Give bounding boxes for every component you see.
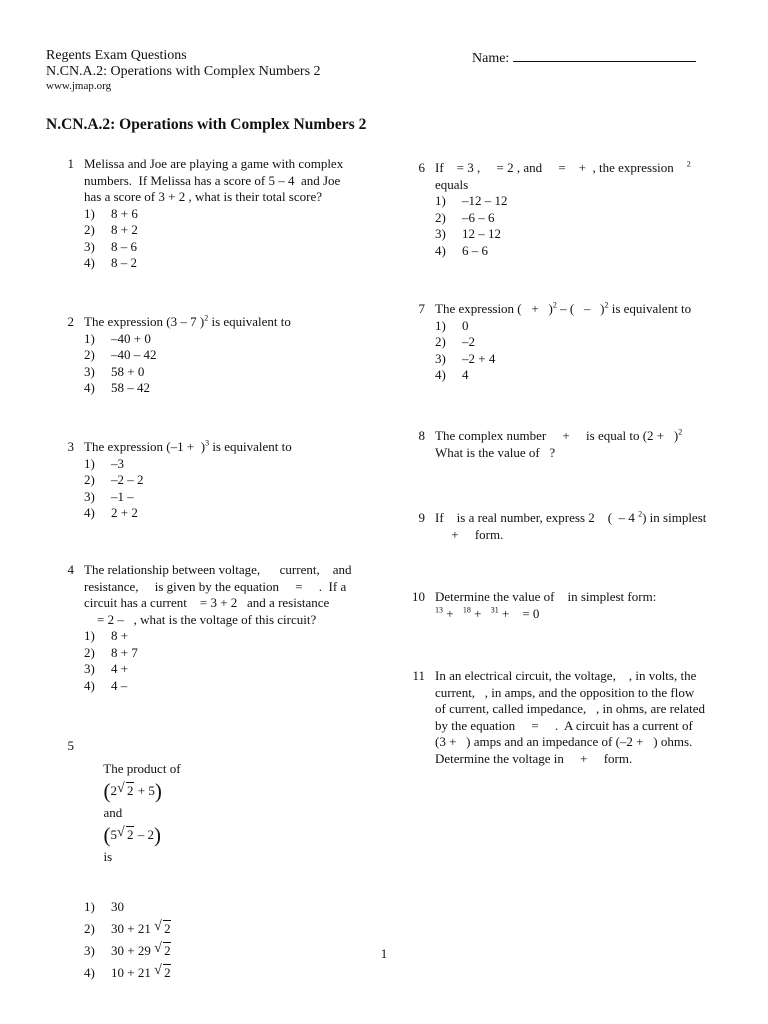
- choice-text: –40 + 0: [111, 330, 151, 346]
- stem-text: + = 0: [498, 605, 540, 621]
- choice-label: 1): [84, 330, 95, 346]
- choice-label: 3): [84, 363, 95, 379]
- question-stem-line: (3 + ) amps and an impedance of (–2 + ) ohms.: [435, 734, 693, 749]
- question-stem-line: by the equation = . A circuit has a current of: [435, 717, 693, 733]
- choice-label: 2): [84, 644, 95, 660]
- answer-choice: [435, 193, 691, 210]
- exponent: 31: [490, 605, 499, 615]
- stem-text: The expression (–1 + ): [84, 439, 206, 454]
- exponent: 2: [552, 300, 557, 310]
- exponent: 3: [205, 438, 210, 448]
- stem-text: – ( – ): [556, 301, 605, 316]
- answer-choice: [84, 222, 343, 239]
- factor-coef: 5: [110, 827, 117, 842]
- choice-label: 4): [84, 380, 95, 395]
- choice-text: 8 +: [111, 628, 129, 643]
- answer-choice: [435, 210, 691, 227]
- question-stem-line: In an electrical circuit, the voltage, , in volts, the: [435, 668, 697, 683]
- answer-choice: [84, 628, 352, 645]
- question-2: [46, 314, 291, 397]
- page-title: N.CN.A.2: Operations with Complex Numbers 2: [46, 116, 367, 133]
- choice-text: 30 + 29: [111, 943, 151, 958]
- question-4: [46, 562, 352, 694]
- choice-text: –1 –: [111, 488, 134, 504]
- question-number: 11: [412, 668, 425, 683]
- question-11: [397, 668, 705, 767]
- choice-text: 10 + 21: [111, 965, 151, 980]
- exponent: 2: [204, 313, 209, 323]
- paren-close: ): [154, 823, 161, 847]
- choice-text: 8 + 7: [111, 644, 138, 660]
- choice-text: 12 – 12: [462, 226, 501, 241]
- stem-text: is equivalent to: [209, 439, 292, 454]
- question-stem-line: [435, 606, 656, 623]
- choice-label: 4): [84, 505, 95, 520]
- radical-sign-icon: √: [117, 825, 125, 840]
- radicand: 2: [164, 943, 171, 958]
- answer-choice: [84, 364, 291, 381]
- header-line-2: N.CN.A.2: Operations with Complex Numbers 2: [46, 64, 321, 79]
- choice-label: 4): [84, 255, 95, 270]
- choice-label: 2): [84, 472, 95, 487]
- question-number: 4: [67, 562, 74, 577]
- exponent: 18: [462, 605, 471, 615]
- question-number: 3: [67, 439, 74, 454]
- answer-choice: [84, 505, 292, 522]
- paren-open: (: [103, 823, 111, 847]
- question-number: 6: [418, 160, 425, 175]
- radicand: 2: [127, 827, 134, 842]
- question-stem-line: [84, 314, 291, 331]
- stem-text: The expression (3 – 7 ): [84, 314, 205, 329]
- choice-text: 58 – 42: [111, 380, 150, 395]
- header: [46, 48, 321, 93]
- choice-text: –2 – 2: [111, 472, 144, 487]
- question-stem-line: Determine the voltage in + form.: [435, 750, 633, 766]
- choice-label: 4): [435, 242, 446, 258]
- answer-choice: [84, 896, 181, 918]
- question-stem-line: [435, 510, 706, 527]
- stem-text: The expression ( + ): [435, 301, 553, 316]
- choice-text: –12 – 12: [462, 193, 508, 208]
- choice-text: –2 + 4: [462, 350, 496, 366]
- choice-text: –2: [462, 334, 475, 349]
- answer-choice: [84, 661, 352, 678]
- question-9: [397, 510, 706, 543]
- choice-text: 4 +: [111, 661, 129, 676]
- question-number: 7: [418, 301, 425, 316]
- question-number: 5: [67, 738, 74, 753]
- choice-label: 2): [84, 222, 95, 237]
- answer-choice: [84, 380, 291, 397]
- choice-text: 58 + 0: [111, 363, 145, 379]
- choice-text: –3: [111, 455, 124, 471]
- choice-text: 8 – 6: [111, 238, 137, 254]
- answer-choice: [84, 331, 291, 348]
- question-stem-line: resistance, is given by the equation = . If a: [84, 578, 347, 594]
- choice-label: 2): [84, 921, 95, 936]
- radical-sign-icon: √: [154, 941, 162, 956]
- question-stem-line: of current, called impedance, , in ohms, are related: [435, 701, 705, 716]
- question-stem-line: [84, 736, 181, 890]
- choice-label: 1): [435, 317, 446, 333]
- question-stem-line: numbers. If Melissa has a score of 5 – 4 and Joe: [84, 172, 341, 188]
- factor-term: – 2: [137, 827, 154, 842]
- choice-text: 30 + 21: [111, 921, 151, 936]
- question-number: 1: [67, 156, 74, 171]
- question-1: [46, 156, 343, 272]
- choice-text: 4: [462, 367, 469, 382]
- answer-choice: [84, 239, 343, 256]
- stem-text: The complex number + is equal to (2 + ): [435, 428, 679, 443]
- question-stem-line: [84, 439, 292, 456]
- choice-label: 1): [84, 205, 95, 221]
- question-stem-line: [435, 160, 691, 177]
- question-7: [397, 301, 691, 384]
- radical-sign-icon: √: [154, 963, 162, 978]
- choice-label: 3): [84, 488, 95, 504]
- choice-label: 4): [435, 367, 446, 382]
- exponent: 2: [678, 427, 683, 437]
- question-stem-line: has a score of 3 + 2 , what is their total score?: [84, 189, 323, 204]
- choice-label: 1): [84, 899, 95, 914]
- answer-choice: [84, 962, 181, 984]
- choice-label: 3): [84, 943, 95, 958]
- question-stem-line: [435, 301, 691, 318]
- exponent: 2: [604, 300, 609, 310]
- question-10: [397, 589, 656, 622]
- question-number: 9: [418, 510, 425, 525]
- choice-label: 1): [84, 628, 95, 643]
- name-field: [472, 48, 696, 67]
- choice-label: 2): [435, 209, 446, 225]
- choice-text: 4 –: [111, 677, 128, 693]
- stem-text: is equivalent to: [208, 314, 291, 329]
- radicand: 2: [164, 921, 171, 936]
- question-stem-line: circuit has a current = 3 + 2 and a resistance: [84, 595, 330, 610]
- question-stem-line: Melissa and Joe are playing a game with complex: [84, 156, 344, 171]
- question-stem-line: What is the value of ?: [435, 444, 556, 460]
- answer-choice: [84, 645, 352, 662]
- choice-label: 4): [84, 965, 95, 980]
- choice-label: 3): [435, 350, 446, 366]
- radical: [117, 824, 135, 846]
- radical: [154, 918, 172, 940]
- stem-text: +: [470, 605, 485, 621]
- stem-text: The product of: [103, 761, 181, 776]
- question-stem-line: current, , in amps, and the opposition to the flow: [435, 684, 695, 700]
- exponent: 2: [638, 509, 643, 519]
- radicand: 2: [164, 965, 171, 980]
- stem-text: +: [443, 605, 457, 621]
- radical-sign-icon: √: [117, 781, 125, 796]
- radical-sign-icon: √: [154, 919, 162, 934]
- choice-text: 8 + 6: [111, 205, 138, 221]
- choice-text: 8 – 2: [111, 255, 137, 270]
- question-stem-line: The relationship between voltage, current, and: [84, 562, 352, 577]
- choice-text: –6 – 6: [462, 209, 495, 225]
- paren-close: ): [154, 779, 162, 803]
- question-stem-line: + form.: [435, 526, 504, 542]
- answer-choice: [84, 347, 291, 364]
- header-line-1: Regents Exam Questions: [46, 48, 187, 63]
- answer-choice: [435, 243, 691, 260]
- exponent: 13: [435, 605, 443, 615]
- answer-choice: [84, 678, 352, 695]
- answer-choice: [435, 351, 691, 368]
- answer-choice: [435, 334, 691, 351]
- stem-text: If is a real number, express 2 ( – 4: [435, 510, 639, 525]
- question-stem-line: = 2 – , what is the voltage of this circuit?: [84, 611, 317, 627]
- name-label: Name:: [472, 51, 510, 66]
- answer-choice: [435, 367, 691, 384]
- choice-label: 1): [435, 193, 446, 208]
- answer-choice: [84, 206, 343, 223]
- answer-choice: [84, 489, 292, 506]
- question-3: [46, 439, 292, 522]
- choice-label: 2): [435, 334, 446, 349]
- question-number: 2: [67, 314, 74, 329]
- choice-label: 1): [84, 455, 95, 471]
- answer-choice: [435, 226, 691, 243]
- choice-text: 2 + 2: [111, 505, 138, 520]
- radical: [117, 780, 135, 802]
- question-number: 10: [412, 589, 425, 604]
- choice-text: 6 – 6: [462, 242, 488, 258]
- paren-open: (: [103, 779, 111, 803]
- name-blank-line: [513, 48, 696, 62]
- header-url: www.jmap.org: [46, 80, 112, 92]
- stem-text: and: [103, 805, 123, 820]
- question-number: 8: [418, 428, 425, 443]
- stem-text: ) in simplest: [642, 510, 707, 525]
- choice-label: 3): [435, 226, 446, 241]
- answer-choice: [84, 456, 292, 473]
- stem-text: is: [103, 849, 113, 864]
- factor-coef: 2: [110, 783, 117, 798]
- page-number: 1: [380, 946, 388, 961]
- choice-text: 30: [111, 899, 124, 914]
- choice-text: –40 – 42: [111, 347, 157, 362]
- stem-text: is equivalent to: [608, 301, 692, 316]
- choice-label: 2): [84, 347, 95, 362]
- question-8: [397, 428, 682, 461]
- choice-label: 3): [84, 661, 95, 676]
- answer-choice: [84, 918, 181, 940]
- exponent: 2: [686, 159, 691, 169]
- radicand: 2: [127, 783, 134, 798]
- choice-text: 8 + 2: [111, 222, 138, 237]
- choice-label: 3): [84, 238, 95, 254]
- question-6: [397, 160, 691, 259]
- choice-label: 4): [84, 677, 95, 693]
- factor-term: + 5: [137, 783, 155, 798]
- question-stem-line: Determine the value of in simplest form:: [435, 589, 657, 604]
- question-stem-line: equals: [435, 176, 469, 192]
- radical: [154, 962, 172, 984]
- answer-choice: [84, 255, 343, 272]
- question-stem-line: [435, 428, 682, 445]
- stem-text: If = 3 , = 2 , and = + , the expression: [435, 160, 674, 175]
- answer-choice: [84, 472, 292, 489]
- answer-choice: [435, 318, 691, 335]
- choice-text: 0: [462, 317, 469, 333]
